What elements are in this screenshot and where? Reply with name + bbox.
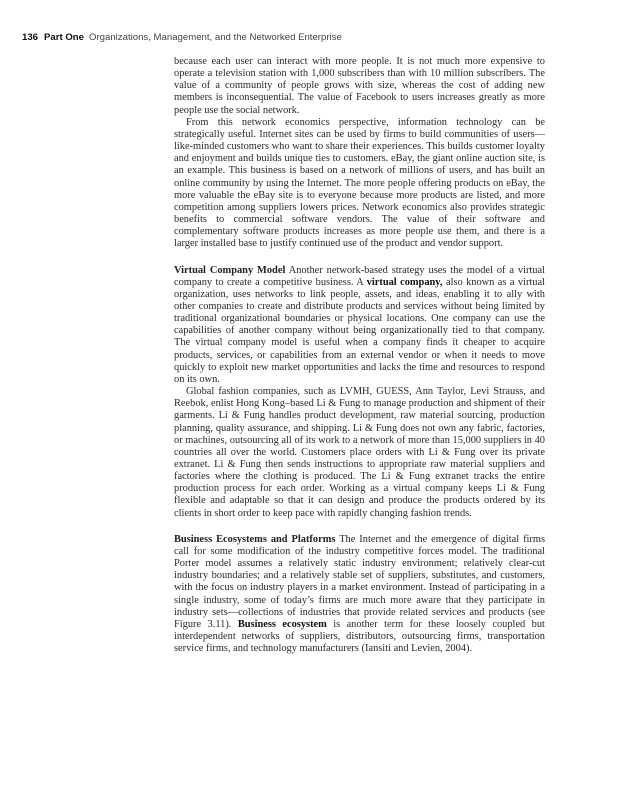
key-term-business-ecosystem: Business ecosystem bbox=[237, 618, 327, 630]
paragraph-network-economics: From this network economics perspective, information technology can be strategically useful. Internet sites can be used by firms to build communities of users—like-minded customers who want to share their experiences. This builds customer loyalty and enjoyment and builds unique ties to customers. eBay, the giant online auction site, is an example. This business is based on a network of millions of users, and has built an online community by using the Internet. The more people offering products on eBay, the more valuable the eBay site is to everyone because more products are listed, and more competition among suppliers lowers prices. Network economics also provides strategic benefits to commercial software vendors. The value of their software and complementary software products increases as more people use them, and there is a larger installed base to justify continued use of the product and vendor support. bbox=[174, 116, 545, 250]
part-label: Part One bbox=[44, 32, 85, 43]
page-number: 136 bbox=[22, 32, 39, 43]
key-term-virtual-company: virtual company, bbox=[366, 276, 443, 288]
body-text bbox=[174, 56, 545, 655]
section-heading-business-ecosystems: Business Ecosystems and Platforms bbox=[174, 533, 336, 545]
section-heading-virtual-company: Virtual Company Model bbox=[174, 264, 286, 276]
paragraph-li-fung: Global fashion companies, such as LVMH, GUESS, Ann Taylor, Levi Strauss, and Reebok, enlist Hong Kong–based Li & Fung to manage production and shipment of their garments. Li & Fung handles product development, raw material sourcing, production planning, quality assurance, and shipping. Li & Fung does not own any fabric, factories, or machines, outsourcing all of its work to a network of more than 15,000 suppliers in 40 countries all over the world. Customers place orders with Li & Fung over its private extranet. Li & Fung then sends instructions to appropriate raw material suppliers and factories where the clothing is produced. The Li & Fung extranet tracks the entire production process for each order. Working as a virtual company keeps Li & Fung flexible and adaptable so that it can design and produce the products ordered by its clients in short order to keep pace with rapidly changing fashion trends. bbox=[174, 386, 545, 519]
running-header bbox=[22, 32, 602, 44]
paragraph-text: also known as a virtual organization, uses networks to link people, assets, and ideas, enabling it to ally with other companies to create and distribute products and services without being limited by traditional organizational boundaries or physical locations. One company can use the capabilities of another company without being organizationally tied to that company. The virtual company model is useful when a company finds it cheaper to acquire products, services, or capabilities from an external vendor or when it needs to move quickly to exploit new market opportunities and lacks the time and resources to respond on its own. bbox=[174, 276, 545, 385]
chapter-title: Organizations, Management, and the Networked Enterprise bbox=[89, 32, 342, 43]
paragraph-network-value: because each user can interact with more people. It is not much more expensive to operate a television station with 1,000 subscribers than with 10 million subscribers. The value of a community of people grows with size, whereas the cost of adding new members is inconsequential. The value of Facebook to users increases greatly as more people use the social network. bbox=[174, 56, 545, 116]
paragraph-text: is another term for these loosely coupled but interdependent networks of suppliers, distributors, outsourcing firms, transportation service firms, and technology manufacturers (Iansiti and Levien, 2004). bbox=[174, 618, 545, 655]
paragraph-text: The Internet and the emergence of digital firms call for some modification of the industry competitive forces model. The traditional Porter model assumes a relatively static industry environment; relatively clear-cut industry boundaries; and a relatively stable set of suppliers, substitutes, and customers, with the focus on industry players in a market environment. Instead of participating in a single industry, some of today’s firms are much more aware that they participate in industry sets—collections of industries that provide related services and products (see Figure 3.11). bbox=[174, 533, 545, 630]
section-virtual-company bbox=[174, 265, 545, 387]
section-business-ecosystems bbox=[174, 534, 545, 656]
paragraph-text: Another network-based strategy uses the model of a virtual company to create a competitive business. A bbox=[174, 264, 546, 288]
